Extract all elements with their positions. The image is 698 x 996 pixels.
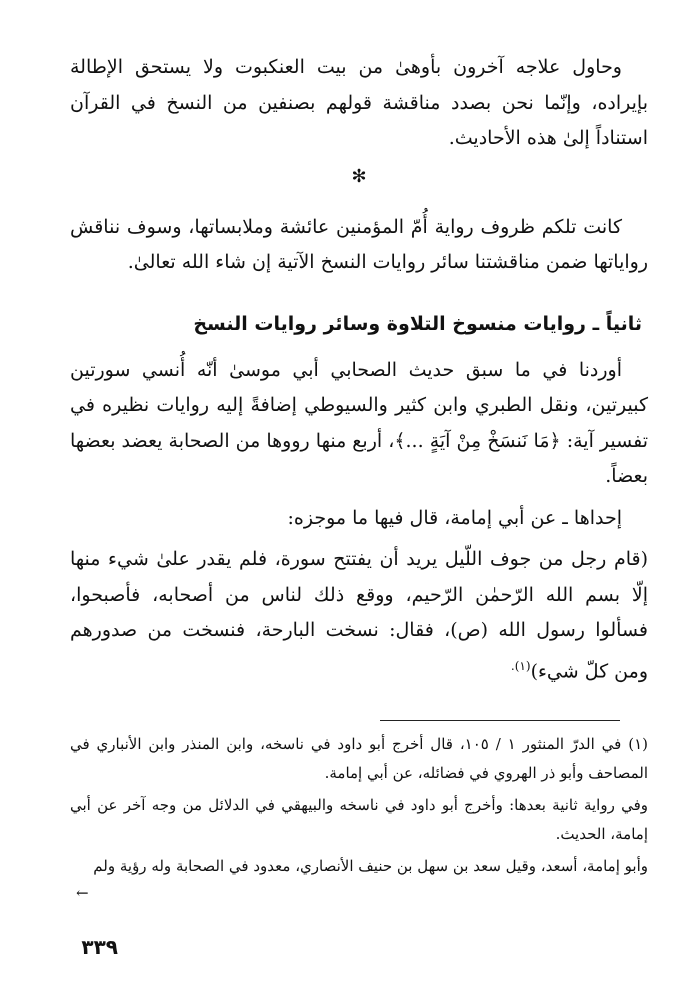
footnote-marker: (١). <box>510 658 531 673</box>
paragraph-1: وحاول علاجه آخرون بأوهىٰ من بيت العنكبوت ولا يستحق الإطالة بإيراده، وإنّما نحن بصدد مناقشة قولهم بصنفين من النسخ في القرآن استناداً إلىٰ هذه الأحاديث. <box>70 56 648 149</box>
page-body <box>70 50 648 689</box>
footnotes <box>70 730 648 902</box>
paragraph-5 <box>70 542 648 689</box>
footnote-3: وأبو إمامة، أسعد، وقيل سعد بن سهل بن حنيف الأنصاري، معدود في الصحابة وله رؤية ولم <box>93 857 648 875</box>
footnote-2: وفي رواية ثانية بعدها: وأخرج أبو داود في ناسخه والبيهقي في الدلائل من وجه آخر عن أبي إمامة، الحديث. <box>70 796 648 843</box>
section-heading: ثانياً ـ روايات منسوخ التلاوة وسائر روايات النسخ <box>193 312 642 335</box>
section-separator-icon: ✻ <box>351 165 367 187</box>
paragraph-4: إحداها ـ عن أبي إمامة، قال فيها ما موجزه: <box>287 506 622 529</box>
paragraph-3: أوردنا في ما سبق حديث الصحابي أبي موسىٰ أنّه أُنسي سورتين كبيرتين، ونقل الطبري وابن كثير والسيوطي إضافةً إليه روايات نظيره في تفسير آية: ﴿مَا نَنسَخْ مِنْ آيَةٍ ...﴾، أربع منها رووها من الصحابة يعضد بعضها بعضاً. <box>70 358 648 487</box>
paragraph-2: كانت تلكم ظروف رواية أُمّ المؤمنين عائشة وملابساتها، وسوف نناقش رواياتها ضمن مناقشتنا سائر روايات النسخ الآتية إن شاء الله تعالىٰ. <box>70 215 648 273</box>
footnote-divider <box>380 720 620 721</box>
footnote-1: (١) في الدرّ المنثور ١ / ١٠٥، قال أخرج أبو داود في ناسخه، وابن المنذر وابن الأنباري في المصاحف وأبو ذر الهروي في فضائله، عن أبي إمامة. <box>70 735 648 782</box>
page-number: ٣٣٩ <box>81 935 118 959</box>
quoted-hadith: (قام رجل من جوف اللّيل يريد أن يفتتح سورة، فلم يقدر علىٰ شيء منها إلّا بسم الله الرّحمٰن الرّحيم، ووقع ذلك لناس من أصحابه، فأصبحوا، فسألوا رسول الله (ص)، فقال: نسخت البارحة، فنسخت من صدورهم ومن كلّ شيء) <box>70 548 648 682</box>
continue-arrow-icon: ← <box>76 884 89 902</box>
